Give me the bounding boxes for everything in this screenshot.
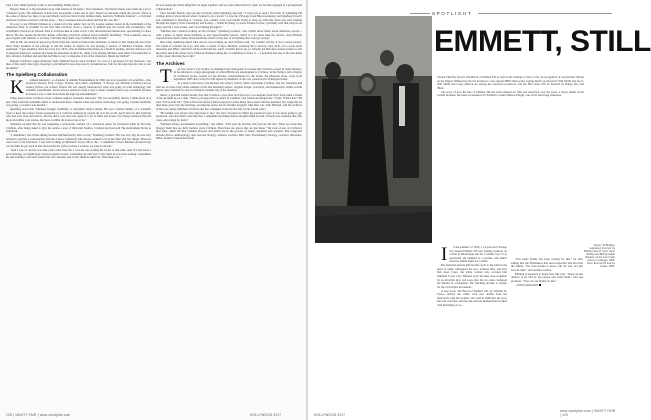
- body-paragraph: And in ER, the character played by Noah Wyle has certain Crichton-like attributes, so much so that during the run of the show Wyle dreamed of the passage to ask the author if, indeed, he was playing a version of Michael Crichton. Wyle explained, "I just assumed, since he wrote it in 1974, after he finished his [time] as a medical student, and my character was looking his third-year rotation and doing his internship in the E.R., [that] I was playing Michael. And when I broached that to him, he kind of smiled and said that he'd like to say a composite of all of the characters. Benin my bubble!": [6, 40, 151, 59]
- body-paragraph: Dragon Tank is "a big adventure story with science at the heart," Vest explained, "and that in many ways sums up a lot of Crichton's work. The difference is there isn't necessarily a dark sort of turn. There's no dinosaur eating the patrons. There is the sense of these two men, Cope and Marsh, and how their rivalry defines them. And how Williams Johnson"—a fictional character Crichton created to tell the story—"has to navigate between them and find his own life.": [6, 7, 151, 22]
- spotlight-rule-right: [478, 13, 612, 14]
- left-column-1: [6, 4, 151, 413]
- right-column-2: [437, 246, 507, 412]
- spotlight-rule-left: [410, 13, 430, 14]
- author-credit-text: —DAVID LEWALLEN: [515, 284, 538, 288]
- body-paragraph: A new book, The Blood of Emmett Till, by Timothy B. Tyson, revisits the crime, with new details from the interviews with the woman, who said in 2008 that the story she told was false and that she and her husband had worked with mediating on so...: [437, 288, 507, 307]
- body-paragraph: Her husband and his half-brother went to the farm in the dead of night, kidnapped the boy, tortured him, and shot him dead. Later, the white woman who accused him admitted it was a lie. Thirteen years the men were acquitted by an all-white jury, and soon after the two men confessed the murder in a magazine. The lynching became a catalyst for the civil-rights movement.: [437, 263, 507, 289]
- right-column-3: [511, 258, 583, 412]
- dropcap-letter: K: [10, 76, 24, 98]
- body-paragraph: Despite Crichton's vague demurral, Wyle admitted that he used Crichton "as a bit of a prototype for the character—the idea of this really smart guy choosing to put himself in less than savory circumstances, both for his education but also to test his mettle.": [6, 58, 151, 70]
- section-label: SPOTLIGHT: [432, 11, 473, 16]
- photo-caption: Above: Till Bradley, supported, from left, by Bishop Louis H. Ford, Gene Mobley and Bishop Isaiah Roberts, as her son's body arrives in Chicago, 1955. Inset, Emmett Till and his mother, 1953.: [584, 244, 615, 268]
- folio-right: www.vanityfair.com | VANITY FAIR | 129: [560, 409, 616, 417]
- photo-funeral: [315, 16, 432, 243]
- body-paragraph: Sherri, a graceful former model, first met Crichton a year after he'd moved to Los Angeles from New York when a friend of his set them up on a date. "Sherri, you guys have so much in common," the friend encouraged her. "I said, 'What's that?' He said, 'You're both tall.'" (She is five feet eleven.) Sherri enjoyed to learn many more years with her husband, but, tragically, he died three years into the marriage, leaving her alone and six months pregnant with their son, John Michael, and the archives of his vast output. (Michael Crichton also has a daughter from his first life, by his fourth wife.): [156, 92, 302, 111]
- photo-illustration: [315, 16, 432, 243]
- body-paragraph: Filming is expected to begin later this year. "These stories deserve to be told by the people who lived them," said one producer. "Now we can finally do that.": [511, 271, 583, 283]
- body-paragraph: "And I was 21 and he was nine years older than me. I was the one reading his books at that time. And if it had been a good meeting, we might have worked together sooner. I remember he said 'bye' to me when he was done touring. I remember he said nothing to me and I found that very unusual, and I don't think he liked me. Then there was...": [6, 148, 151, 160]
- folio-left-issue: HOLLYWOOD 2017: [250, 413, 282, 417]
- dropcap-text: athleen Kennedy—co-founder of Amblin Entertainment in 1982 and now president of Lucasfilm—who produced Jurassic Park, Congo, Twister, and others, explained, "I always say Michael Crichton [wrote] science fiction, not science fiction. He was deeply interested in what was going on with technology and scientific experiments, but he always seemed to find a way to make complex ideas very accessible because he found a way to talk about them through big entertainment.": [25, 77, 151, 96]
- end-mark: [539, 284, 541, 286]
- dropcap-paragraph: [6, 76, 151, 98]
- headline: EMMETT, STILL: [434, 25, 651, 58]
- dropcap-letter: I: [441, 244, 448, 265]
- author-credit: [511, 284, 583, 288]
- subhead-spielberg-collaboration: The Spielberg Collaboration: [6, 72, 68, 78]
- subhead-archives: The Archives: [156, 60, 185, 66]
- body-paragraph: One week, Spielberg asked what else he was working on, and Crichton said, "So couldn't tell me, it was a secret project, but I kind of wouldn't let it go. And after a couple of days, Michael, swearing me to secrecy, said, 'O.K., it's a book about dinosaurs and DNA.' And that's all he would tell me. And I wouldn't give it up, so I finally got him after several readers to tell me pretty much the whole story. When he finished telling me, I committed to direct it. ... I probably had one of the best times of my career directing that script.": [156, 40, 302, 59]
- body-paragraph: "He neither was always very important to me," she said, "because it's didn't get preserved once it was about going to get preserved. Life and others were like that. I remember the things that he thought might be sent. If there's not someone that who cares, advocating for them.": [156, 110, 302, 122]
- body-paragraph: he was seeing the whole thing that we spent together, and we often talked about it when we became engaged in a professional collaboration.": [156, 3, 302, 11]
- folio-left: 128 | VANITY FAIR | www.vanityfair.com: [6, 413, 71, 417]
- left-column-2: [156, 4, 302, 413]
- dropcap-text: n the summer of 1955, a 14-year-old Chicago boy named Emmett Till was visiting relatives on a farm in Mississippi and for a whistle boy a boy reportedly did whistled to a woman, who hadn't been his family home for a while.: [449, 245, 507, 264]
- body-paragraph: "Michael always documented everything," she added. "This year he did this, this year he did that. There are some like Dragon Teeth that are fully formed, years Crichton. Then there are pieces that are just ideas." We took a look, at Crichton's idea files, which fill five cabinets drawers and which are in the process of being organized and scanned. The categories include Africa, anthropology, apes and ape biology, aviation, bacteria, Bali, bats, biochemistry, biology, concepts, dinosaurs, DNA, dreams, Eastern European: [156, 122, 302, 141]
- body-paragraph: "Our entire family has been waiting for this," he said, adding that the filmmakers had been respectful and involved the family. "We want people to know who he was, not just how he died," said another relative.: [511, 257, 583, 272]
- body-paragraph: said, I don't think anybody wants to see buildings falling down.": [6, 3, 81, 7]
- body-paragraph: When asked about Crichton's most common subject, Kennedy answered, "He was incredibly driven. I think more of it just came from this insatiable desire to understand these complex ideas and where technology was going, whether medicine was going, or science was headed.": [6, 96, 151, 108]
- left-page: [0, 0, 306, 420]
- body-paragraph: The story of how the fate of Emmett Till has been adapted for film and television over the years, a major theme of the current moment, has been reconsidered by Emmett's cousin Simeon Wright, one of the last living witnesses.: [437, 89, 584, 98]
- body-paragraph: In a large room next to the kitchen, the writer's widow, Sherri Alexander Crichton, and two assistants had laid out on three long tables samples of the late husband's letters, original scripts, postcards, and manuscripts. While certain pieces were available in case we wanted to handle any of the material.: [156, 81, 302, 93]
- body-paragraph: It's easy to see William Johnson as a stand-in for the author: he's an Ivy League student, tested in the battlefields of the American West. It wouldn't be the first time Crichton wrote a version of himself into his novels and screenplays. Jeff Goldblum's character in Jurassic Park is Crichton-like in some ways: a tall, much-married intellectual, specializing in chaos theory. He also speaks the movie's theme, reflecting Crichton's opinion about scientific meddling: "Your scientists were so preoccupied with whether or not they could that they didn't stop to think if they should.": [6, 21, 151, 41]
- dropcap-text: he late writer's vast archive is examined and catalogued in a house that Crichton owned in Santa Monica. In the kitchen is a large photograph of Alfred Hitchcock autographed to Crichton, in the living room a display of Crichton's books, posters for the movies, advertisements for the books, the Dinosaur bone, cover from September 1995 and a script for ER signed by members of the cast, preserved in a Plexiglas frame.: [173, 66, 302, 82]
- body-paragraph: Spielberg noted that "Michael brought credibility to incredible subject matter. He was a master builder of a scientific topic to keep the science fiction grounded so it could be believed by people all over the world. And I had not met anybody who had ever done that before. And he did it over and over again in a lot of films and books. I've always believed that the more incredible your stories, the more credible the science has to be.": [6, 107, 151, 122]
- right-column-intro: [437, 76, 584, 242]
- body-paragraph: "Michael and I started working on the rewrites," Spielberg recalled, "and I didn't know much about medicine, except—well, I knew so much about medicine as any hypochondriac knows, which is a lot more than the doctors. And Michael respected how much I knew about medicine, based on my fear of everything that could go wrong.": [156, 29, 302, 41]
- body-paragraph: Spielberg recalled that he was beginning a serious-ish contract on a television series for Universal when he first met Crichton, after being asked to give the author a tour of Universal Studios. Crichton had just sold The Andromeda Strain to Universal.: [6, 122, 151, 134]
- body-paragraph: scholar Timothy Tyson's The Blood of Emmett Till as well as his writings to Save a Life, in-recognition of screenwriter Shawn on the Ripper Wilderness! On the horizon is a six-episode HBO mini-series Laying Death, produced by Will Smith and Jay-Z. Will Smith and Casey Affleck are among the executive producers, and the film series will be directed by Danny Dao and 'Blue'.: [437, 75, 584, 90]
- dropcap-paragraph: [437, 246, 507, 264]
- body-paragraph: "I remember I did all the talking because Michael hardly said a word," Spielberg recalled. "He was very shy, he was very reticent to get into a conversation with me. I know somebody who always seemed to be at the 'time' and 'the' things. When he went over to the Universal, I was still working on Michael's 'Great, this is the...' I remember I drove Michael around in my car and then he got back in and showed me the [office] where I worked, we went to the lab.": [6, 133, 151, 148]
- body-paragraph: They became friends, and one day Crichton called Spielberg and said, "I want you to read a first draft of something I'm writing, kind of about myself when I wanted to be a doctor." It was the 150-page Code Blue screenplay, and Spielberg loved it and committed to directing it. "I mean, you couldn't carry your breath trying to keep up with him when you were blazing through the pages [of his screenplays and books]. ... When he [later] co-wrote Twister for me, I probably read that script in an hour, and I'm a slow reader, and I was blazing through it.": [156, 10, 302, 29]
- dropcap-letter: T: [160, 65, 172, 87]
- folio-right-issue: HOLLYWOOD 2017: [314, 413, 346, 417]
